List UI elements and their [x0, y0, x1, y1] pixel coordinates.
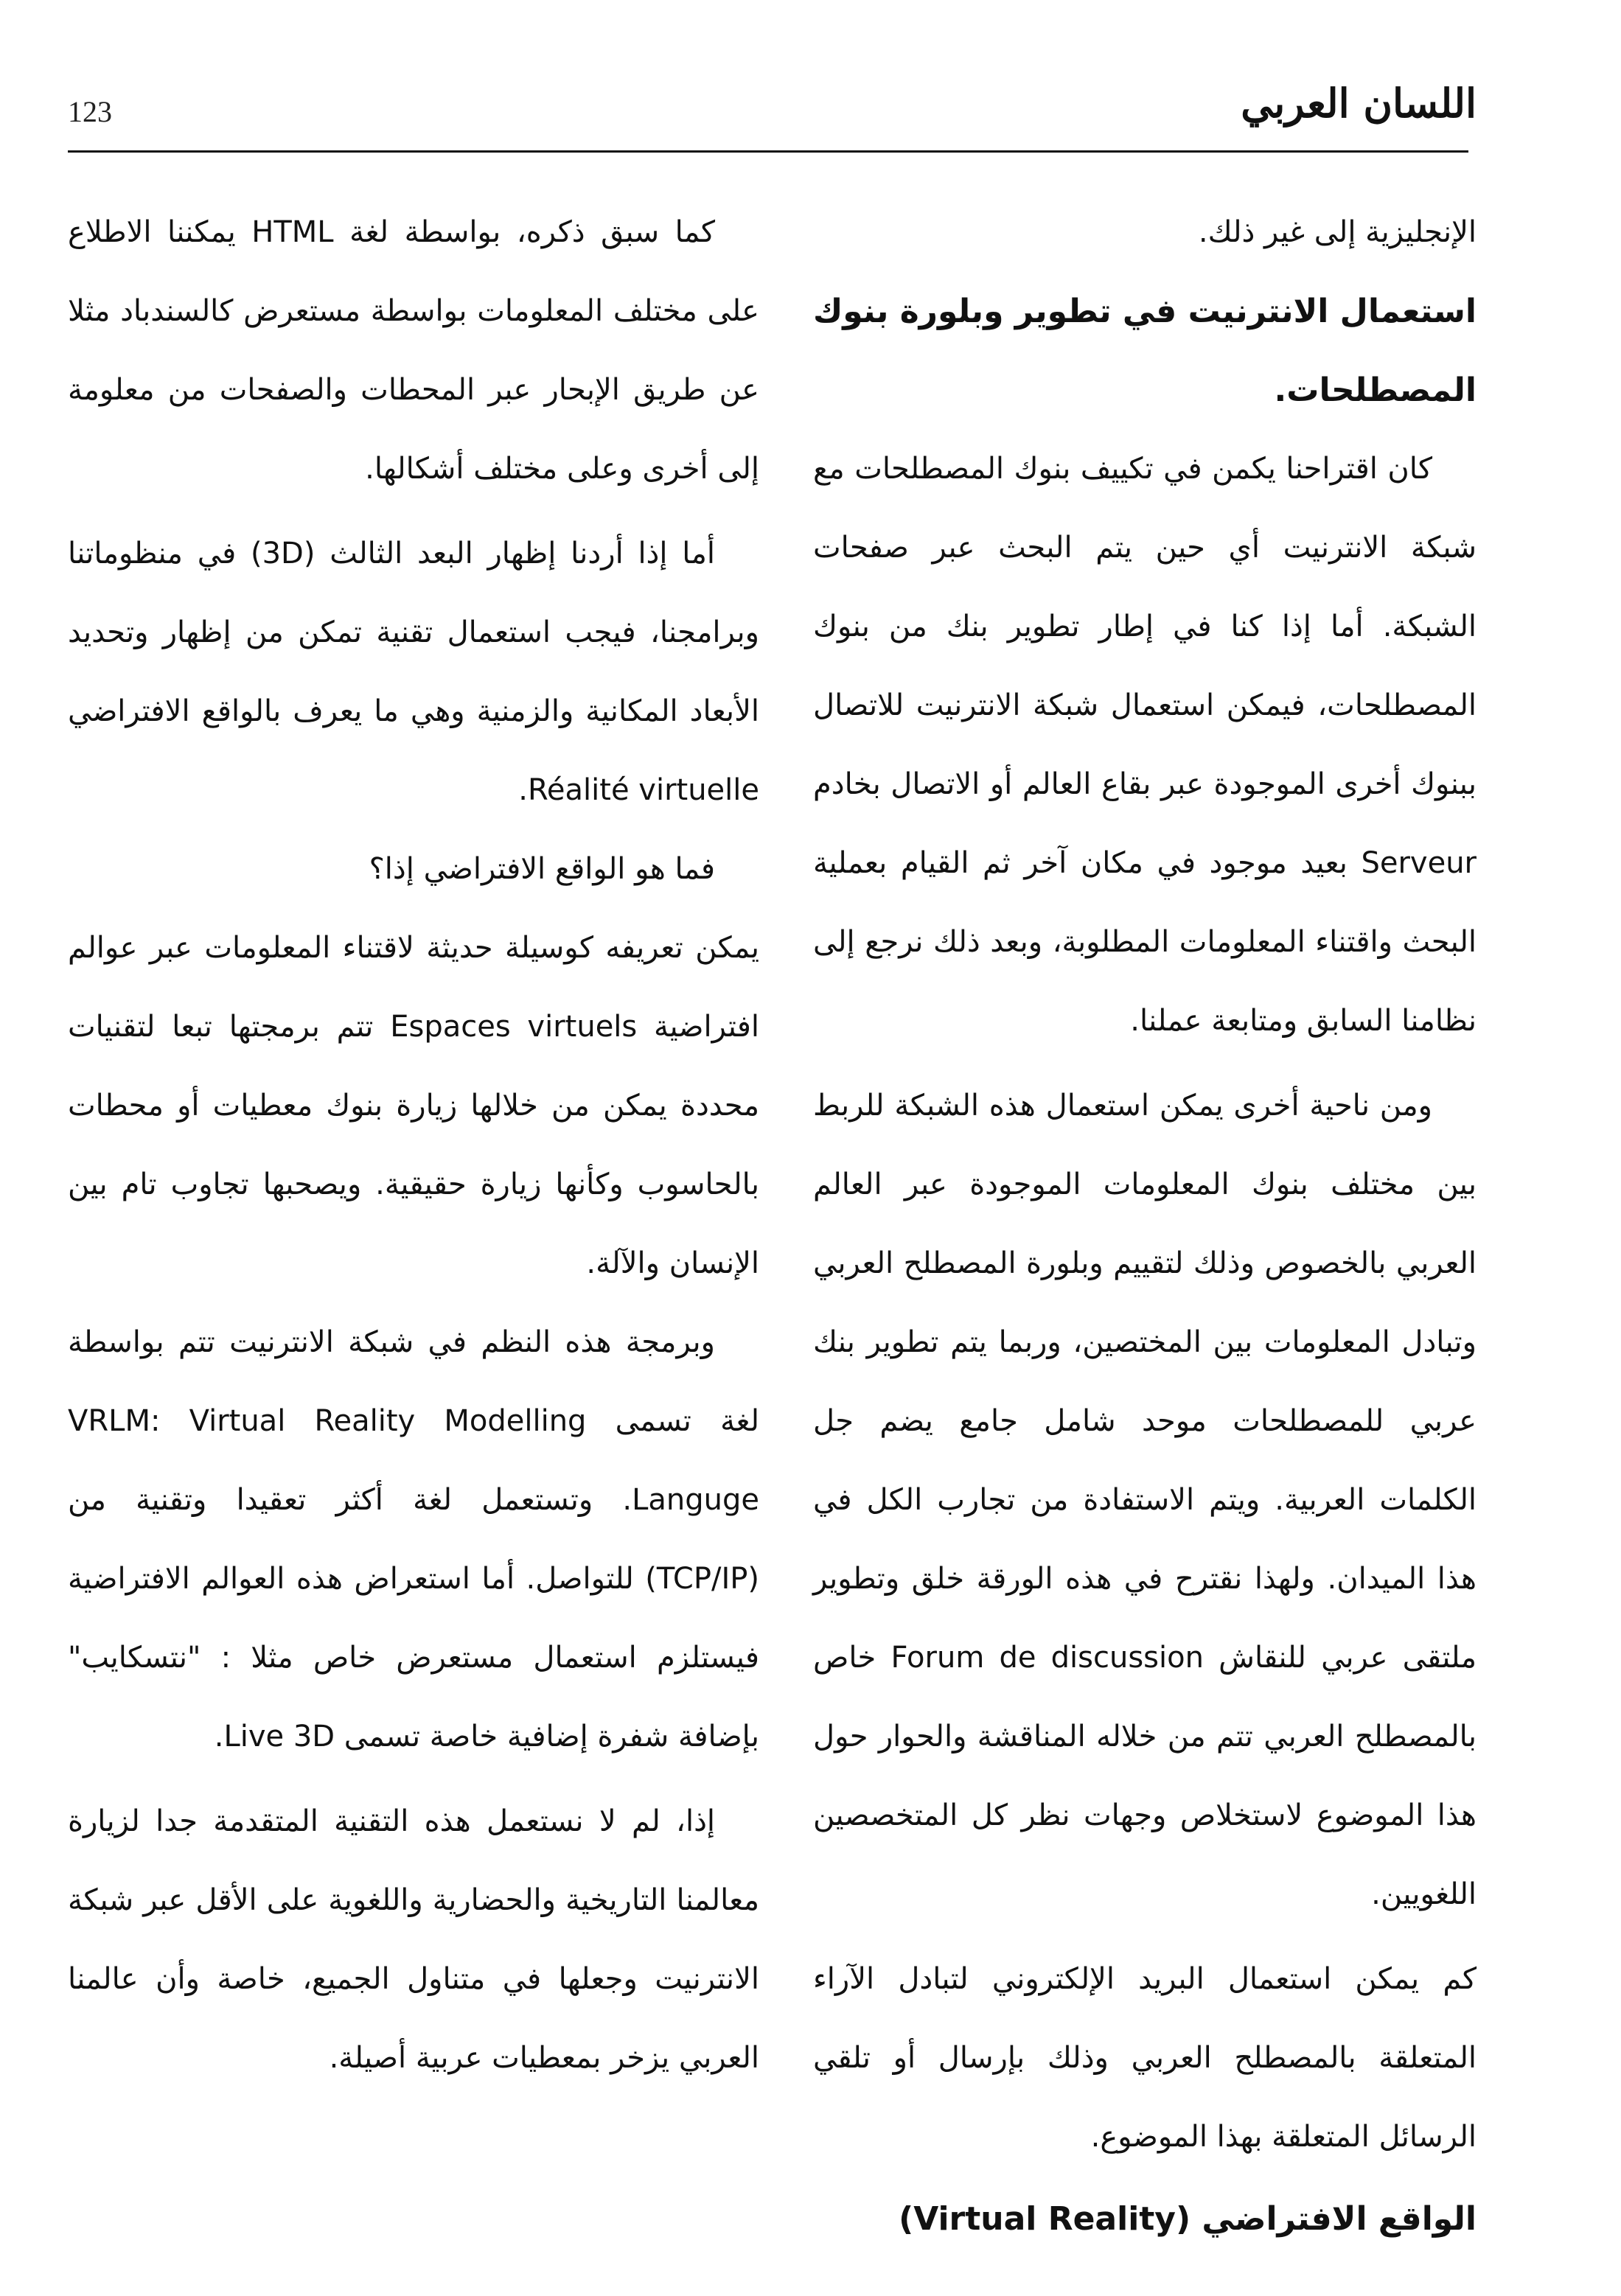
header-rule: [68, 150, 1468, 153]
right-column: [813, 193, 1477, 2258]
paragraph: ومن ناحية أخرى يمكن استعمال هذه الشبكة للربط بين مختلف بنوك المعلومات الموجودة عبر العالم العربي بالخصوص وذلك لتقييم وبلورة المصطلح العربي وتبادل المعلومات بين المختصين، وربما يتم تطوير بنك عربي للمصطلحات موحد شامل جامع يضم جل الكلمات العربية. ويتم الاستفادة من تجارب الكل في هذا الميدان. ولهذا نقترح في هذه الورقة خلق وتطوير ملتقى عربي للنقاش Forum de discussion خاص بالمصطلح العربي تتم من خلاله المناقشة والحوار حول هذا الموضوع لاستخلاص وجهات نظر كل المتخصصين اللغويين.: [813, 1089, 1477, 1911]
journal-title: اللسان العربي: [1241, 80, 1477, 127]
paragraph: كم يمكن استعمال البريد الإلكتروني لتبادل الآراء المتعلقة بالمصطلح العربي وذلك بإرسال أو تلقي الرسائل المتعلقة بهذا الموضوع.: [813, 1962, 1477, 2154]
paragraph-continued: الإنجليزية إلى غير ذلك.: [1198, 215, 1477, 249]
paragraph: إذا، لم لا نستعمل هذه التقنية المتقدمة جدا لزيارة معالمنا التاريخية والحضارية واللغوية على الأقل عبر شبكة الانترنيت وجعلها في متناول الجميع، خاصة وأن عالمنا العربي يزخر بمعطيات عربية أصيلة.: [68, 1804, 759, 2075]
left-column: [68, 193, 759, 2098]
page-number: 123: [68, 95, 112, 128]
paragraph: كان اقتراحنا يكمن في تكييف بنوك المصطلحات مع شبكة الانترنيت أي حين يتم البحث عبر صفحات الشبكة. أما إذا كنا في إطار تطوير بنك من بنوك المصطلحات، فيمكن استعمال شبكة الانترنيت للاتصال ببنوك أخرى الموجودة عبر بقاع العالم أو الاتصال بخادم Serveur بعيد موجود في مكان آخر ثم القيام بعملية البحث واقتناء المعلومات المطلوبة، وبعد ذلك نرجع إلى نظامنا السابق ومتابعة عملنا.: [813, 452, 1477, 1038]
paragraph: يمكن تعريفه كوسيلة حديثة لاقتناء المعلومات عبر عوالم افتراضية Espaces virtuels تتم برمجتها تبعا لتقنيات محددة يمكن من خلالها زيارة بنوك معطيات أو محطات بالحاسوب وكأنها زيارة حقيقية. ويصحبها تجاوب تام بين الإنسان والآلة.: [68, 931, 760, 1280]
paragraph-question: فما هو الواقع الافتراضي إذا؟: [369, 852, 715, 886]
paragraph: أما إذا أردنا إظهار البعد الثالث (3D) في منظوماتنا وبرامجنا، فيجب استعمال تقنية تمكن من إظهار وتحديد الأبعاد المكانية والزمنية وهي ما يعرف بالواقع الافتراضي Réalité virtuelle.: [68, 537, 759, 807]
paragraph: كما سبق ذكره، بواسطة لغة HTML يمكننا الاطلاع على مختلف المعلومات بواسطة مستعرض كالسندباد مثلا عن طريق الإبحار عبر المحطات والصفحات من معلومة إلى أخرى وعلى مختلف أشكالها.: [68, 215, 759, 486]
section-heading-virtual-reality: الواقع الافتراضي (Virtual Reality): [899, 2200, 1477, 2238]
section-heading-internet-term-banks: استعمال الانترنيت في تطوير وبلورة بنوك المصطلحات.: [812, 293, 1477, 409]
paragraph: وبرمجة هذه النظم في شبكة الانترنيت تتم بواسطة لغة تسمى VRLM: Virtual Reality Modelling Languge. وتستعمل لغة أكثر تعقيدا وتقنية من (TCP/IP) للتواصل. أما استعراض هذه العوالم الافتراضية فيستلزم استعمال مستعرض خاص مثلا : "نتسكايب" بإضافة شفرة إضافية خاصة تسمى Live 3D.: [68, 1325, 760, 1754]
